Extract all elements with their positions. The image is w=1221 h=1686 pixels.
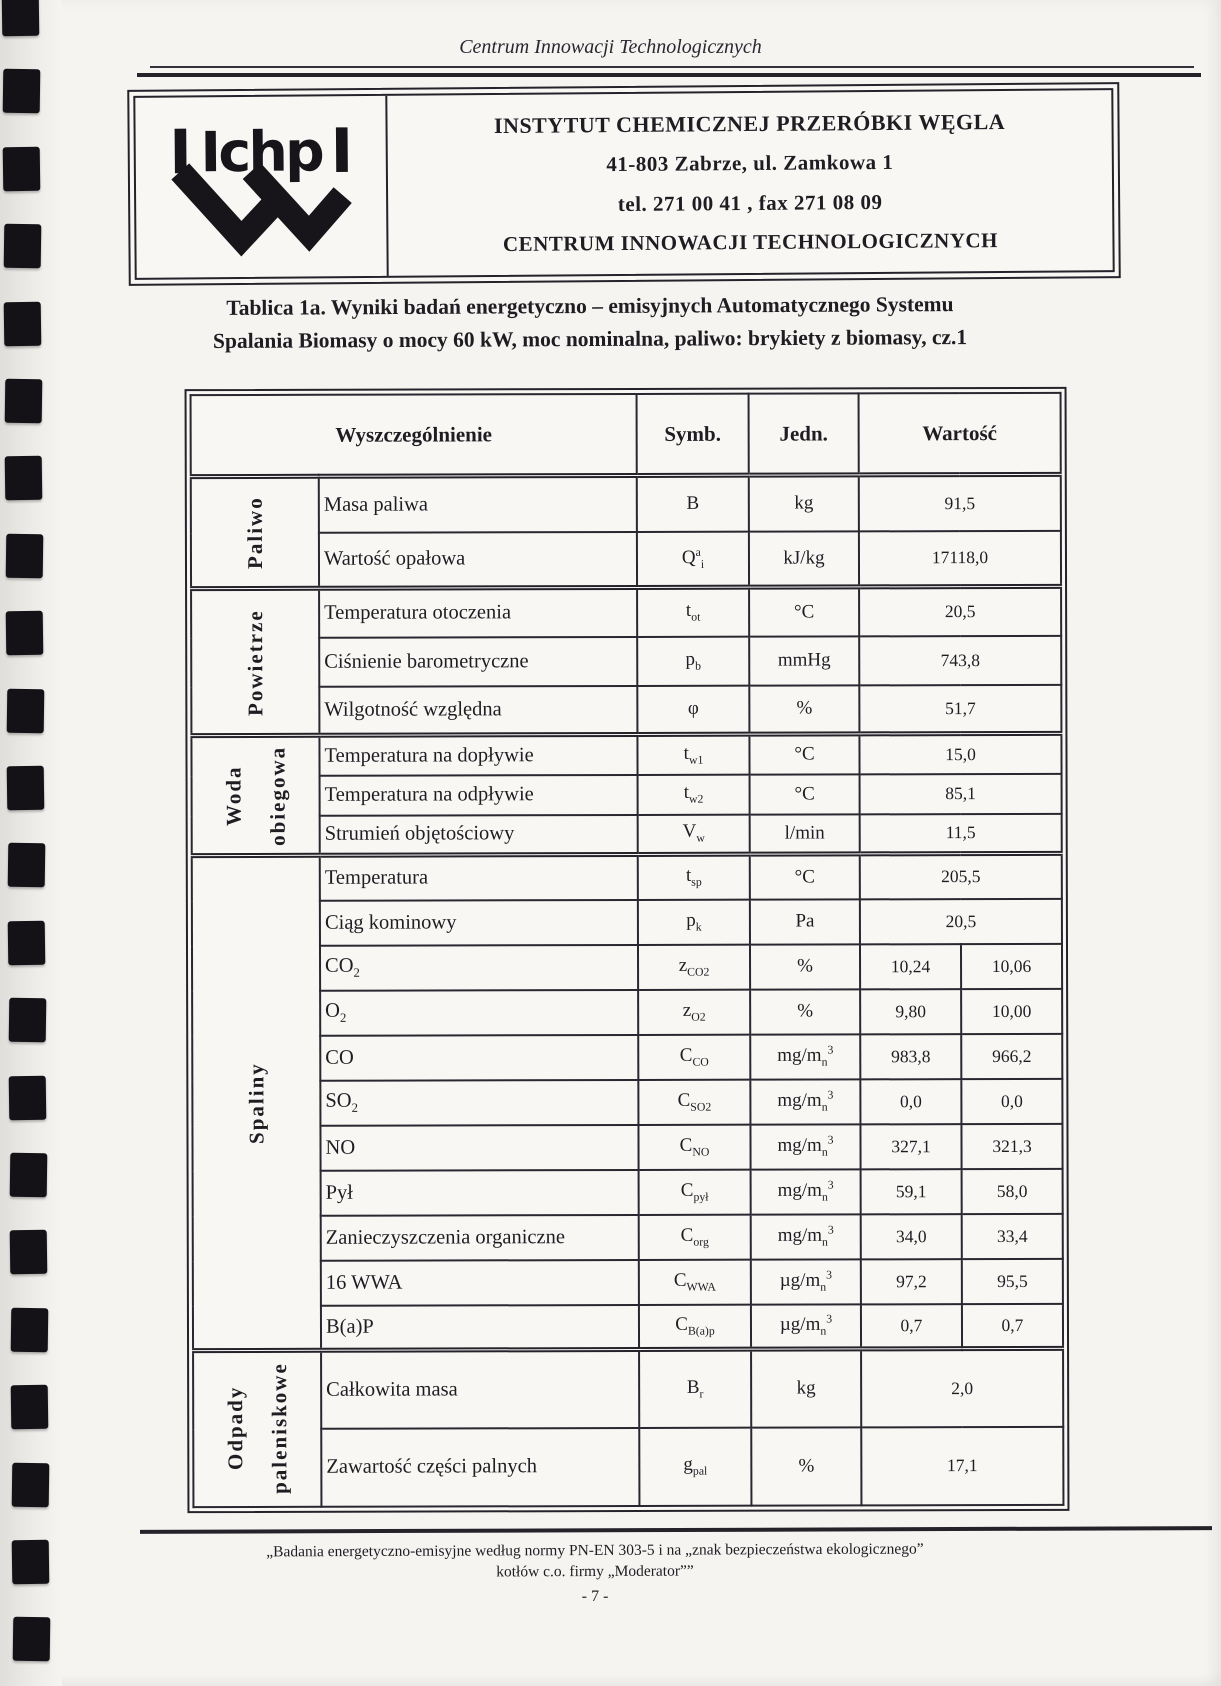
value-cell: 205,5 <box>860 853 1062 899</box>
value-cell: 966,2 <box>961 1033 1062 1078</box>
name-cell: Zanieczyszczenia organiczne <box>321 1214 639 1260</box>
unit-cell: kg <box>749 475 859 531</box>
value-cell: 2,0 <box>861 1348 1063 1427</box>
unit-cell: kJ/kg <box>749 531 859 587</box>
binding-tab <box>3 224 41 269</box>
value-cell: 33,4 <box>962 1213 1063 1258</box>
value-cell: 95,5 <box>962 1258 1063 1303</box>
name-cell: Wilgotność względna <box>319 685 637 735</box>
table-row <box>193 1213 1063 1260</box>
table-row <box>192 1123 1062 1170</box>
value-cell: 9,80 <box>860 989 961 1034</box>
binding-tab <box>4 379 42 424</box>
symbol-cell: $C_{pył}$ <box>639 1169 751 1214</box>
unit-cell: % <box>751 1427 861 1505</box>
binding-tab <box>9 1153 47 1198</box>
table-row <box>193 1348 1063 1428</box>
group-label: Paliwo <box>191 476 319 588</box>
symbol-cell: φ <box>637 685 749 734</box>
unit-cell: $mg/m_n^3$ <box>750 1124 860 1169</box>
value-cell: 0,7 <box>962 1303 1063 1348</box>
unit-cell: $mg/m_n^3$ <box>750 1079 860 1124</box>
value-cell: 91,5 <box>859 474 1061 531</box>
unit-cell: % <box>750 989 860 1034</box>
symbol-cell: $C_{org}$ <box>639 1214 751 1259</box>
table-title-line2: Spalania Biomasy o mocy 60 kW, moc nominalna, paliwo: brykiety z biomasy, cz.1 <box>212 325 968 353</box>
unit-cell: °C <box>749 587 859 636</box>
binding-tab <box>10 1230 48 1275</box>
binding-strip <box>0 0 62 1686</box>
name-cell: Pył <box>321 1169 639 1215</box>
table-row <box>193 1168 1063 1215</box>
table-row <box>191 530 1061 588</box>
institute-center: CENTRUM INNOWACJI TECHNOLOGICZNYCH <box>502 227 999 256</box>
name-cell: Wartość opałowa <box>319 531 637 588</box>
binding-tab <box>2 69 40 114</box>
table-row <box>193 1258 1063 1305</box>
name-cell: Strumień objętościowy <box>320 814 638 855</box>
symbol-cell: $t_{sp}$ <box>638 854 750 899</box>
symbol-cell: $C_{NO}$ <box>638 1124 750 1169</box>
unit-cell: mmHg <box>749 636 859 685</box>
group-label: Woda obiegowa <box>191 735 319 855</box>
institute-phone: tel. 271 00 41 , fax 271 08 09 <box>617 189 883 216</box>
binding-tab <box>11 1462 49 1507</box>
unit-cell: °C <box>750 774 860 814</box>
name-cell: B(a)P <box>321 1304 639 1350</box>
binding-tab <box>8 998 46 1043</box>
name-cell: Temperatura na odpływie <box>320 774 638 815</box>
value-cell: 10,24 <box>860 944 961 989</box>
binding-tab <box>5 456 43 501</box>
unit-cell: $mg/m_n^3$ <box>751 1169 861 1214</box>
table-row <box>191 635 1061 686</box>
name-cell: Temperatura otoczenia <box>319 587 637 637</box>
header-rule-thick <box>137 73 1201 77</box>
ichpw-logo <box>158 111 364 263</box>
footer-note-line2: kotłów c.o. firmy „Moderator”” <box>496 1562 694 1581</box>
table-row <box>192 943 1062 990</box>
unit-cell: % <box>749 685 859 734</box>
value-cell: 17,1 <box>861 1426 1063 1505</box>
running-header-text: Centrum Innowacji Technologicznych <box>459 36 762 58</box>
group-label: Spaliny <box>192 855 321 1350</box>
symbol-cell: $C_{SO2}$ <box>638 1079 750 1124</box>
letterhead <box>127 82 1121 286</box>
table-row <box>192 853 1062 900</box>
unit-cell: $\mu g/m_n^3$ <box>751 1259 861 1304</box>
value-cell: 321,3 <box>961 1123 1062 1168</box>
value-cell: 327,1 <box>860 1124 961 1169</box>
table-header-row <box>191 393 1061 477</box>
unit-cell: °C <box>750 854 860 899</box>
table-row <box>192 898 1062 945</box>
institute-name: INSTYTUT CHEMICZNEJ PRZERÓBKI WĘGLA <box>493 109 1006 139</box>
value-cell: 11,5 <box>860 813 1062 854</box>
table-row <box>192 813 1062 855</box>
header-rule-thin <box>150 66 1194 68</box>
binding-tab <box>5 534 43 579</box>
unit-cell: % <box>750 944 860 989</box>
table-row <box>193 1426 1063 1506</box>
symbol-cell: B <box>637 475 749 531</box>
symbol-cell: $p_k$ <box>638 899 750 944</box>
name-cell: $SO_2$ <box>320 1079 638 1125</box>
symbol-cell: $C_{B(a)p}$ <box>639 1304 751 1349</box>
name-cell: CO <box>320 1034 638 1080</box>
symbol-cell: $C_{CO}$ <box>638 1034 750 1079</box>
value-cell: 983,8 <box>860 1034 961 1079</box>
name-cell: Temperatura <box>320 854 638 900</box>
binding-tab <box>2 0 40 36</box>
value-cell: 0,0 <box>860 1079 961 1124</box>
page-number: - 7 - <box>581 1587 609 1606</box>
footer-note-line1: „Badania energetyczno-emisyjne według normy PN-EN 303-5 i na „znak bezpieczeństwa ekologicznego” <box>266 1540 924 1561</box>
value-cell: 34,0 <box>861 1214 962 1259</box>
name-cell: Ciąg kominowy <box>320 899 638 945</box>
footer-note <box>0 1537 1190 1609</box>
logo-cell <box>135 96 388 278</box>
binding-tab <box>12 1617 50 1662</box>
value-cell: 85,1 <box>860 773 1062 814</box>
binding-tab <box>3 147 41 192</box>
name-cell: $O_2$ <box>320 989 638 1035</box>
results-table-frame <box>185 387 1070 1513</box>
name-cell: NO <box>320 1124 638 1170</box>
table-title-line1: Tablica 1a. Wyniki badań energetyczno – emisyjnych Automatycznego Systemu <box>226 292 954 320</box>
unit-cell: kg <box>751 1349 861 1427</box>
unit-cell: $mg/m_n^3$ <box>751 1214 861 1259</box>
symbol-cell: $p_b$ <box>637 636 749 685</box>
unit-cell: $mg/m_n^3$ <box>750 1034 860 1079</box>
binding-tab <box>11 1385 49 1430</box>
symbol-cell: $Q^a_i$ <box>637 531 749 587</box>
value-cell: 15,0 <box>859 733 1061 774</box>
symb-header: Symb. <box>637 394 749 476</box>
symbol-cell: $V_w$ <box>638 814 750 854</box>
value-cell: 0,7 <box>861 1304 962 1349</box>
group-label: Powietrze <box>191 588 319 735</box>
footer-rule <box>140 1526 1212 1534</box>
value-cell: 97,2 <box>861 1259 962 1304</box>
results-table <box>190 392 1065 1508</box>
name-cell: Zawartość części palnych <box>321 1427 639 1506</box>
value-cell: 0,0 <box>961 1078 1062 1123</box>
table-row <box>191 586 1061 637</box>
name-cell: Całkowita masa <box>321 1349 639 1428</box>
binding-tab <box>7 766 45 811</box>
symbol-cell: $B_r$ <box>639 1349 751 1427</box>
name-cell: Ciśnienie barometryczne <box>319 636 637 686</box>
value-cell: 58,0 <box>962 1168 1063 1213</box>
svg-text:Ichp: Ichp <box>199 120 322 186</box>
value-cell: 10,00 <box>961 988 1062 1033</box>
binding-tab <box>6 611 44 656</box>
value-cell: 20,5 <box>860 898 1062 944</box>
symbol-cell: $t_{w1}$ <box>637 734 749 774</box>
value-cell: 20,5 <box>859 586 1061 636</box>
symbol-cell: $C_{WWA}$ <box>639 1259 751 1304</box>
unit-cell: °C <box>749 734 859 774</box>
jedn-header: Jedn. <box>749 393 859 475</box>
table-row <box>191 474 1061 532</box>
binding-tab <box>7 843 45 888</box>
table-row <box>191 684 1061 735</box>
value-cell: 743,8 <box>859 635 1061 685</box>
table-row <box>192 1033 1062 1080</box>
binding-tab <box>10 1308 48 1353</box>
unit-cell: $\mu g/m_n^3$ <box>751 1304 861 1349</box>
value-cell: 10,06 <box>961 943 1062 988</box>
binding-tab <box>8 921 46 966</box>
name-cell: Masa paliwa <box>319 475 637 532</box>
name-cell: $CO_2$ <box>320 944 638 990</box>
value-cell: 17118,0 <box>859 530 1061 587</box>
symbol-cell: $g_{pal}$ <box>639 1427 751 1505</box>
name-cell: Temperatura na dopływie <box>319 734 637 775</box>
spec-header: Wyszczególnienie <box>191 394 637 477</box>
binding-tab <box>4 301 42 346</box>
wartosc-header: Wartość <box>859 393 1061 475</box>
table-row <box>192 773 1062 815</box>
table-row <box>193 1303 1063 1350</box>
table-row <box>192 1078 1062 1125</box>
group-label: Odpady paleniskowe <box>193 1350 321 1506</box>
unit-cell: Pa <box>750 899 860 944</box>
symbol-cell: $z_{CO2}$ <box>638 944 750 989</box>
binding-tab <box>6 688 44 733</box>
symbol-cell: $z_{O2}$ <box>638 989 750 1034</box>
symbol-cell: $t_{w2}$ <box>638 774 750 814</box>
unit-cell: l/min <box>750 814 860 854</box>
table-title <box>40 287 1140 359</box>
value-cell: 51,7 <box>859 684 1061 734</box>
value-cell: 59,1 <box>861 1169 962 1214</box>
table-row <box>192 988 1062 1035</box>
symbol-cell: $t_{ot}$ <box>637 587 749 636</box>
binding-tab <box>9 1075 47 1120</box>
institute-address: 41-803 Zabrze, ul. Zamkowa 1 <box>606 150 894 177</box>
name-cell: 16 WWA <box>321 1259 639 1305</box>
table-row <box>191 733 1061 775</box>
